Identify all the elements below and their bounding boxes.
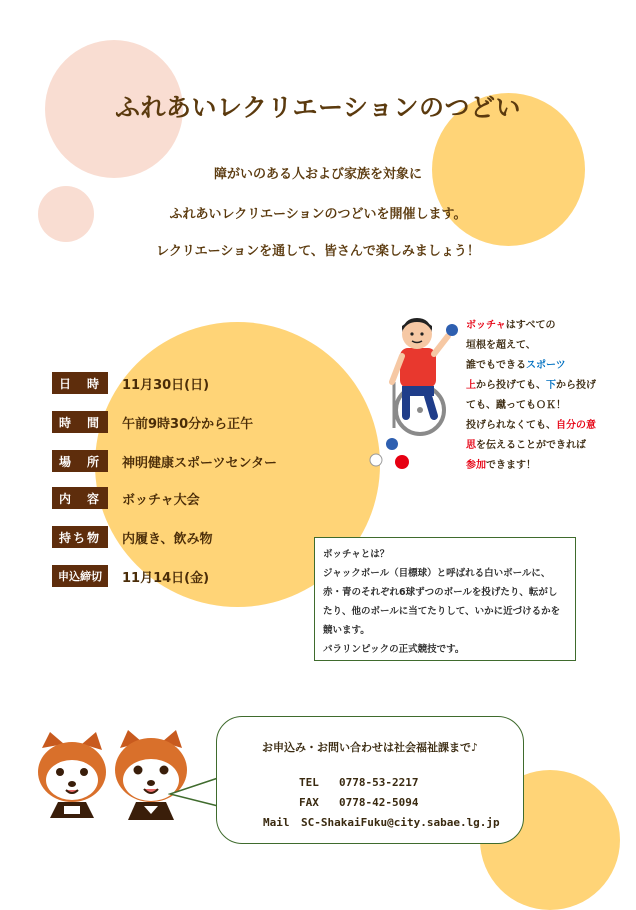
fax-number: 0778-42-5094 — [339, 796, 419, 809]
info-row-deadline — [52, 564, 209, 588]
boccia-text-4b: から投げ — [556, 380, 596, 391]
boccia-line-1 — [466, 316, 626, 336]
page-title: ふれあいレクリエーションのつどい — [114, 93, 521, 122]
boccia-line-8 — [466, 456, 626, 476]
boccia-line-4 — [466, 376, 626, 396]
intro-line-3: レクリエーションを通して、皆さんで楽しみましょう！ — [156, 244, 480, 259]
boccia-text-3: 誰でもできる — [466, 360, 526, 371]
explain-line-6: パラリンピックの正式競技です。 — [323, 644, 465, 655]
explain-line-1: ボッチャとは？ — [323, 549, 390, 560]
explain-line-5: 競います。 — [323, 625, 370, 636]
explain-line-2: ジャックボール（目標球）と呼ばれる白いボールに、 — [323, 568, 551, 579]
info-value-date: 11月30日(日) — [122, 377, 210, 393]
info-row-belongings — [52, 525, 212, 549]
sports-word: スポーツ — [526, 360, 566, 371]
wheelchair-boccia-player-illustration — [362, 312, 468, 472]
boccia-text-8: できます！ — [486, 460, 536, 471]
down-word: 下 — [546, 380, 556, 391]
intro-line-1: 障がいのある人および家族を対象に — [213, 167, 422, 182]
participate-word: 参加 — [466, 460, 486, 471]
info-label-deadline: 申込締切 — [52, 565, 108, 587]
info-label-date: 日 時 — [52, 372, 108, 394]
tel-label: TEL — [299, 776, 319, 789]
info-label-time: 時 間 — [52, 411, 108, 433]
intro-line-2: ふれあいレクリエーションのつどいを開催します。 — [169, 207, 467, 222]
explain-line-3: 赤・青のそれぞれ6球ずつのボールを投げたり、転がし — [323, 587, 558, 598]
info-row-time — [52, 410, 253, 434]
own-will-word: 自分の意 — [556, 420, 596, 431]
contact-bubble — [216, 716, 524, 844]
info-value-time: 午前9時30分から正午 — [122, 416, 254, 432]
boccia-line-7 — [466, 436, 626, 456]
info-row-content — [52, 486, 200, 510]
boccia-line-2: 垣根を超えて、 — [466, 340, 536, 351]
own-will-word-2: 思 — [466, 440, 476, 451]
boccia-line-6 — [466, 416, 626, 436]
tel-number: 0778-53-2217 — [339, 776, 419, 789]
contact-heading: お申込み・お問い合わせは社会福祉課まで♪ — [261, 741, 479, 754]
info-value-deadline: 11月14日(金) — [122, 570, 210, 586]
fax-label: FAX — [299, 796, 319, 809]
info-label-belongings: 持ち物 — [52, 526, 108, 548]
info-label-content: 内 容 — [52, 487, 108, 509]
mail-address[interactable]: SC-ShakaiFuku@city.sabae.lg.jp — [301, 816, 500, 829]
boccia-explanation-box — [314, 537, 576, 661]
boccia-text-6: 投げられなくても、 — [466, 420, 556, 431]
info-row-date — [52, 371, 209, 395]
boccia-word: ボッチャ — [466, 320, 506, 331]
boccia-description — [466, 316, 626, 476]
boccia-line-3 — [466, 356, 626, 376]
info-label-place: 場 所 — [52, 450, 108, 472]
boccia-line-5: ても、蹴ってもＯＫ！ — [466, 400, 566, 411]
boccia-text-7: を伝えることができれば — [476, 440, 586, 451]
mail-label: Mail — [263, 816, 290, 829]
explain-line-4: たり、他のボールに当てたりして、いかに近づけるかを — [323, 606, 561, 617]
boccia-text-1: はすべての — [505, 320, 556, 331]
info-value-content: ボッチャ大会 — [122, 492, 200, 508]
info-value-belongings: 内履き、飲み物 — [122, 531, 213, 547]
up-word: 上 — [466, 380, 476, 391]
boccia-text-4a: から投げても、 — [476, 380, 546, 391]
info-value-place: 神明健康スポーツセンター — [122, 455, 277, 471]
info-row-place — [52, 449, 277, 473]
